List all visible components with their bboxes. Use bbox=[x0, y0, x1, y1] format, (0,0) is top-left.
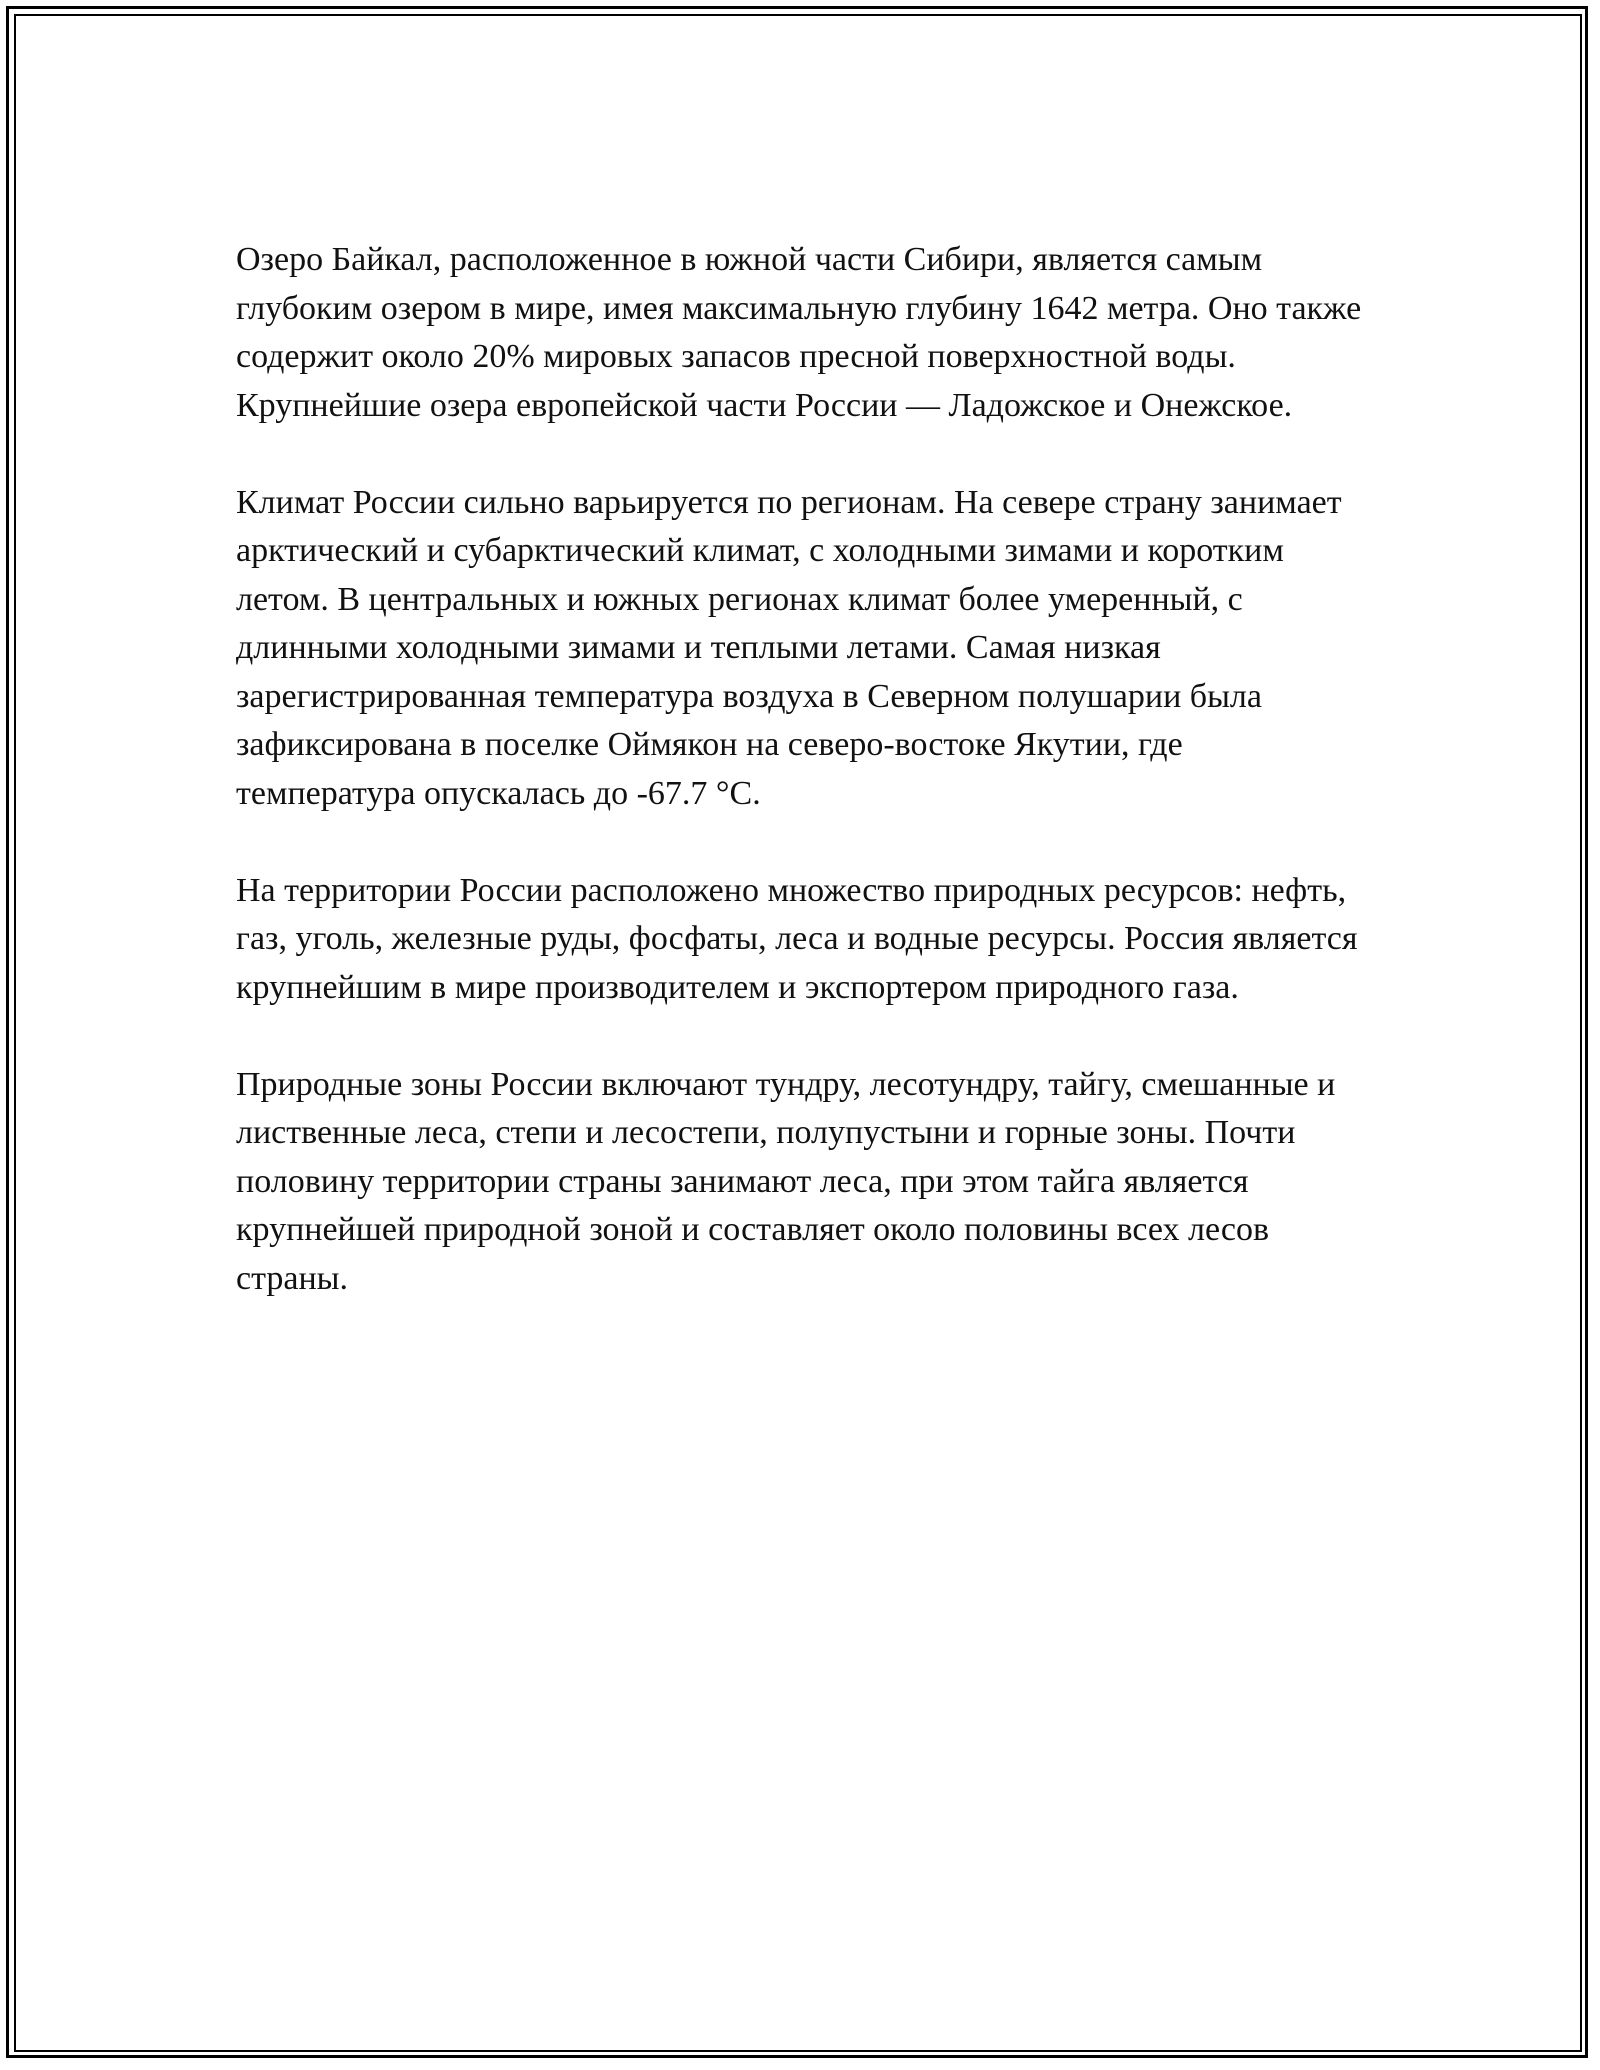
document-body bbox=[236, 236, 1366, 1352]
paragraph-climate: Климат России сильно варьируется по регионам. На севере страну занимает арктический и субарктический климат, с холодными зимами и коротким летом. В центральных и южных регионах климат более умеренный, с длинными холодными зимами и теплыми летами. Самая низкая зарегистрированная температура воздуха в Северном полушарии была зафиксирована в поселке Оймякон на северо-востоке Якутии, где температура опускалась до -67.7 °C. bbox=[236, 483, 1342, 812]
paragraph-baikal: Озеро Байкал, расположенное в южной части Сибири, является самым глубоким озером в мире, имея максимальную глубину 1642 метра. Оно также содержит около 20% мировых запасов пресной поверхностной воды. Крупнейшие озера европейской части России — Ладожское и Онежское. bbox=[236, 241, 1362, 424]
paragraph-natural-zones: Природные зоны России включают тундру, лесотундру, тайгу, смешанные и лиственные леса, степи и лесостепи, полупустыни и горные зоны. Почти половину территории страны занимают леса, при этом тайга является крупнейшей природной зоной и составляет около половины всех лесов страны. bbox=[236, 1065, 1336, 1297]
paragraph-resources: На территории России расположено множество природных ресурсов: нефть, газ, уголь, железные руды, фосфаты, леса и водные ресурсы. Россия является крупнейшим в мире производителем и экспортером природного газа. bbox=[236, 871, 1358, 1006]
